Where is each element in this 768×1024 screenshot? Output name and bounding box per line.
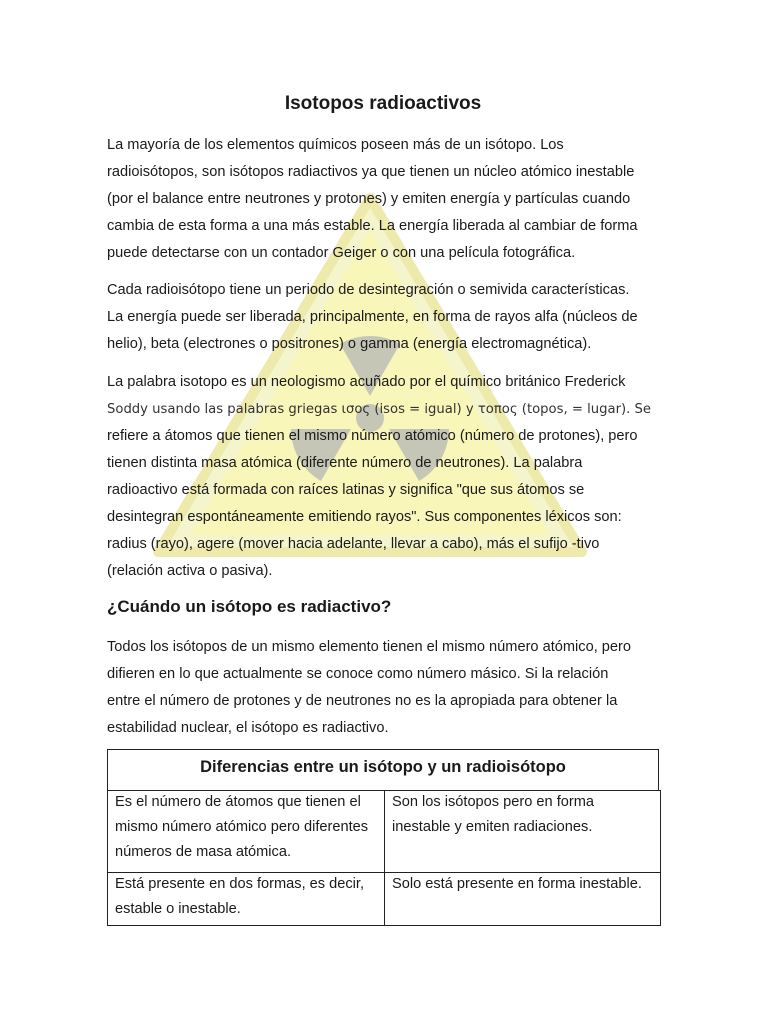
- text-line: (relación activa o pasiva).: [107, 563, 273, 579]
- table-cell-isotope-forms: [107, 872, 385, 926]
- paragraph-intro: [107, 132, 659, 267]
- text-line: La mayoría de los elementos químicos poseen más de un isótopo. Los: [107, 137, 564, 153]
- text-line: radioisótopos, son isótopos radiactivos ya que tienen un núcleo atómico inestable: [107, 164, 635, 180]
- page-title: Isotopos radioactivos: [284, 93, 482, 114]
- text-line: La energía puede ser liberada, principalmente, en forma de rayos alfa (núcleos de: [107, 309, 638, 325]
- section-heading: ¿Cuándo un isótopo es radiactivo?: [107, 597, 392, 616]
- paragraph-etymology: [107, 369, 659, 585]
- cell-line: mismo número atómico pero diferentes: [115, 819, 369, 835]
- text-line: tienen distinta masa atómica (diferente número de neutrones). La palabra: [107, 455, 583, 471]
- paragraph-half-life: [107, 277, 659, 358]
- text-line: entre el número de protones y de neutrones no es la apropiada para obtener la: [107, 693, 618, 709]
- text-line: puede detectarse con un contador Geiger o con una película fotográfica.: [107, 245, 576, 261]
- cell-line: estable o inestable.: [115, 901, 241, 917]
- text-line: radius (rayo), agere (mover hacia adelante, llevar a cabo), más el sufijo -tivo: [107, 536, 600, 552]
- cell-line: Solo está presente en forma inestable.: [392, 876, 642, 892]
- text-line: (por el balance entre neutrones y protones) y emiten energía y partículas cuando: [107, 191, 631, 207]
- table-cell-radioisotope-forms: [384, 872, 661, 926]
- cell-line: inestable y emiten radiaciones.: [392, 819, 593, 835]
- cell-line: Está presente en dos formas, es decir,: [115, 876, 365, 892]
- text-line: refiere a átomos que tienen el mismo número atómico (número de protones), pero: [107, 428, 638, 444]
- text-line: Cada radioisótopo tiene un periodo de desintegración o semivida características.: [107, 282, 630, 298]
- table-cell-isotope-definition: [107, 790, 385, 873]
- table-cell-radioisotope-definition: [384, 790, 661, 873]
- cell-line: Son los isótopos pero en forma: [392, 794, 594, 810]
- text-line: difieren en lo que actualmente se conoce como número másico. Si la relación: [107, 666, 609, 682]
- text-line: cambia de esta forma a una más estable. La energía liberada al cambiar de forma: [107, 218, 638, 234]
- text-line: estabilidad nuclear, el isótopo es radiactivo.: [107, 720, 389, 736]
- text-line: La palabra isotopo es un neologismo acuñado por el químico británico Frederick: [107, 374, 626, 390]
- text-line: Todos los isótopos de un mismo elemento tienen el mismo número atómico, pero: [107, 639, 632, 655]
- table-header: Diferencias entre un isótopo y un radioisótopo: [107, 749, 659, 791]
- text-line: desintegran espontáneamente emitiendo rayos". Sus componentes léxicos son:: [107, 509, 622, 525]
- cell-line: números de masa atómica.: [115, 844, 292, 860]
- paragraph-when-radioactive: [107, 634, 659, 742]
- text-line: radioactivo está formada con raíces latinas y significa "que sus átomos se: [107, 482, 585, 498]
- text-line: Soddy usando las palabras griegas ισος (isos = igual) y τοπος (topos, = lugar). Se: [107, 402, 652, 417]
- differences-table: [107, 749, 661, 926]
- cell-line: Es el número de átomos que tienen el: [115, 794, 361, 810]
- text-line: helio), beta (electrones o positrones) o gamma (energía electromagnética).: [107, 336, 592, 352]
